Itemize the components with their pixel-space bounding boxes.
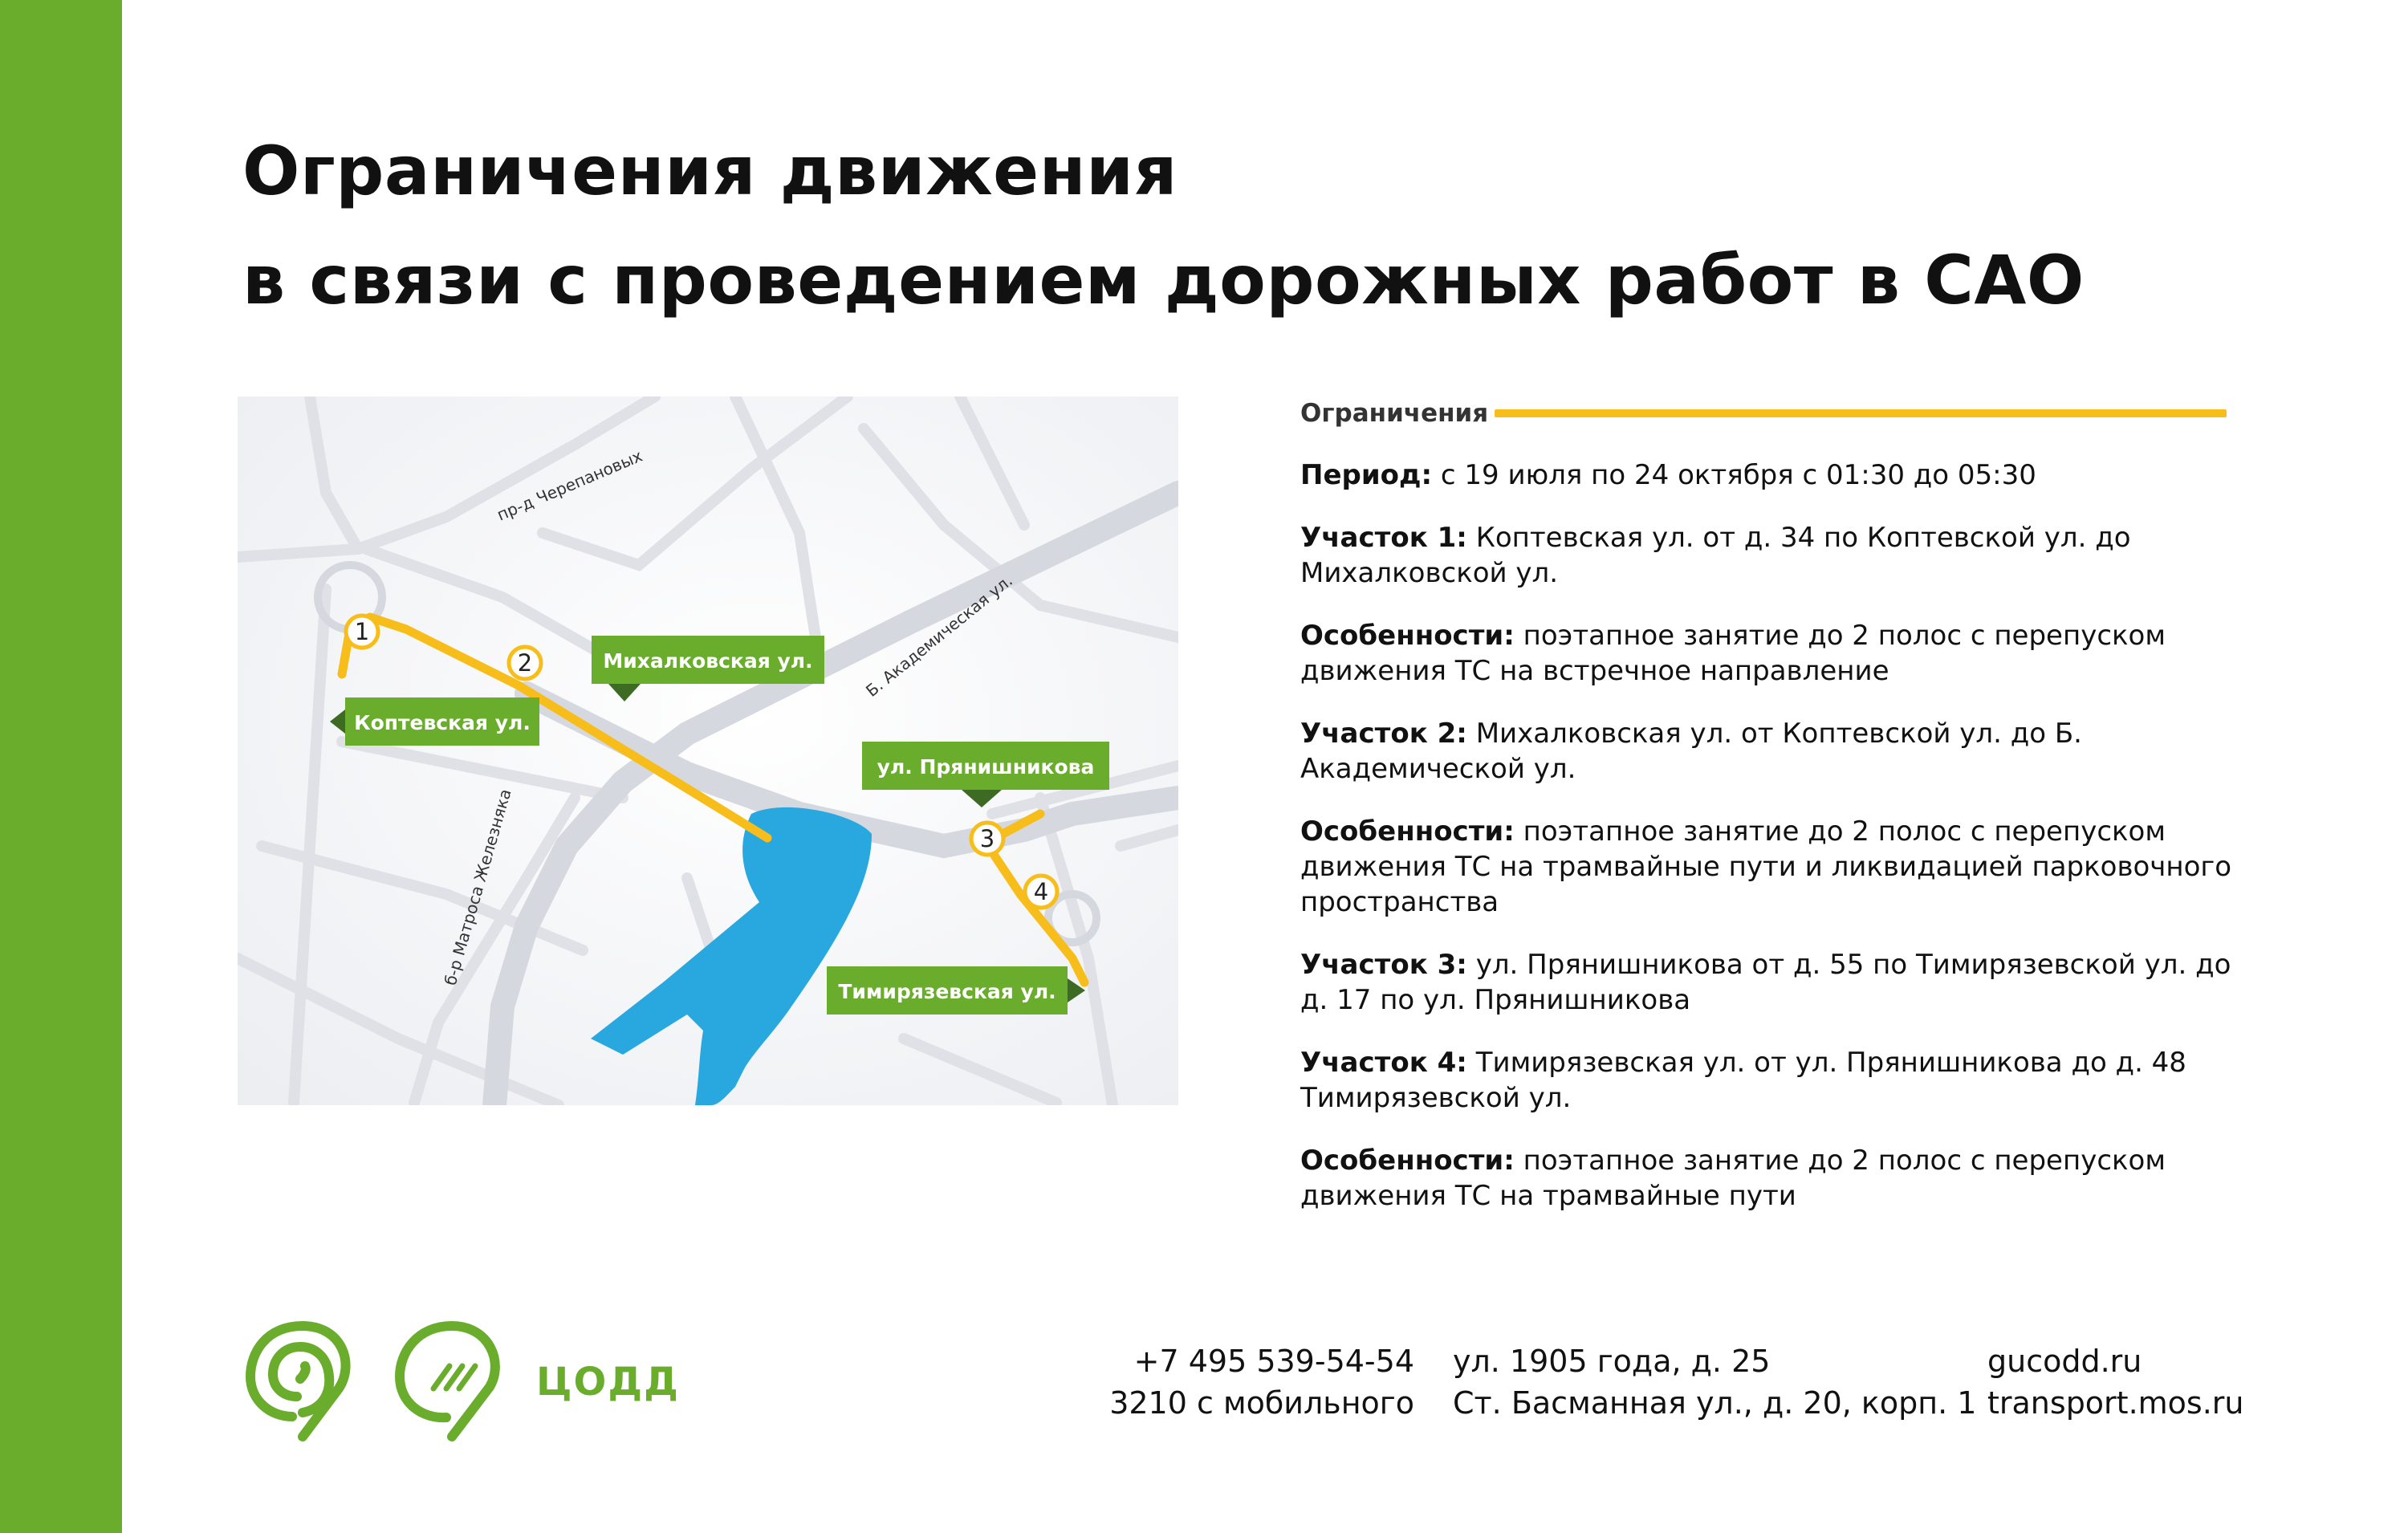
restrictions-panel [1300,393,2247,1214]
title-line-2: в связи с проведением дорожных работ в САО [242,241,2085,319]
marker-3 [971,823,1003,855]
info-section-2 [1300,716,2247,787]
title-line-1: Ограничения движения [242,132,1178,210]
website-link-gucodd[interactable]: gucodd.ru [1987,1344,2142,1379]
info-label: Особенности: [1300,815,1515,848]
moscow-transport-logo-icon [242,1316,363,1445]
marker-4-label: 4 [1033,878,1049,905]
contact-addresses [1453,1340,1976,1424]
callout-koptevskaya-label: Коптевская ул. [354,711,531,734]
callout-pryanishnikova-label: ул. Прянишникова [877,755,1095,779]
info-label: Особенности: [1300,1145,1515,1177]
info-label: Участок 1: [1300,522,1467,554]
restrictions-header-rule [1495,409,2227,417]
street-label-cherepanovykh: пр-д Черепановых [494,445,645,525]
route-map [238,396,1178,1105]
marker-1-label: 1 [354,618,370,645]
callout-koptevskaya [330,697,539,746]
marker-3-label: 3 [979,825,995,852]
marker-1 [346,616,378,648]
info-features-1 [1300,618,2247,689]
mobile-short-number: 3210 с мобильного [1109,1385,1414,1421]
footer [0,1316,2408,1445]
marker-4 [1025,876,1057,908]
contact-phones [1100,1340,1414,1424]
info-section-4 [1300,1045,2247,1116]
left-accent-bar [0,0,122,1533]
callout-mikhalkovskaya-label: Михалковская ул. [603,649,813,673]
info-text: Тимирязевская ул. от ул. Прянишникова до д. 48 Тимирязевской ул. [1300,1047,2186,1114]
brand-name: ЦОДД [536,1360,680,1405]
page-title [242,116,2329,335]
info-section-3 [1300,947,2247,1018]
street-label-matrosa: б-р Матроса Железняка [440,787,515,988]
callout-timiryazevskaya-label: Тимирязевская ул. [838,980,1056,1003]
info-text: с 19 июля по 24 октября с 01:30 до 05:30 [1432,459,2036,491]
info-text: Коптевская ул. от д. 34 по Коптевской ул. до Михалковской ул. [1300,522,2131,589]
info-label: Участок 3: [1300,949,1467,981]
callout-timiryazevskaya [827,966,1085,1015]
info-features-2 [1300,814,2247,920]
info-features-3 [1300,1143,2247,1214]
marker-2-label: 2 [517,649,533,677]
website-link-transport[interactable]: transport.mos.ru [1987,1385,2244,1421]
info-text: поэтапное занятие до 2 полос с перепуском движения ТС на трамвайные пути [1300,1145,2166,1212]
street-label-akademicheskaya: Б. Академическая ул. [862,571,1016,701]
info-text: ул. Прянишникова от д. 55 по Тимирязевской ул. до д. 17 по ул. Прянишникова [1300,949,2231,1016]
info-label: Период: [1300,459,1433,491]
info-text: поэтапное занятие до 2 полос с перепуском движения ТС на встречное направление [1300,620,2166,687]
address-1: ул. 1905 года, д. 25 [1453,1344,1771,1379]
phone-number[interactable]: +7 495 539-54-54 [1133,1344,1414,1379]
info-label: Участок 2: [1300,718,1467,750]
info-label: Особенности: [1300,620,1515,652]
marker-2 [509,647,541,679]
info-period [1300,457,2247,493]
info-section-1 [1300,520,2247,591]
info-label: Участок 4: [1300,1047,1467,1079]
codd-logo-icon [392,1316,512,1445]
info-text: поэтапное занятие до 2 полос с перепуском движения ТС на трамвайные пути и ликвидацией парковочного пространства [1300,815,2232,918]
contact-websites [1987,1340,2244,1424]
restrictions-header [1300,393,2247,433]
info-text: Михалковская ул. от Коптевской ул. до Б. Академической ул. [1300,718,2082,785]
address-2: Ст. Басманная ул., д. 20, корп. 1 [1453,1385,1977,1421]
restrictions-header-label: Ограничения [1300,399,1489,428]
